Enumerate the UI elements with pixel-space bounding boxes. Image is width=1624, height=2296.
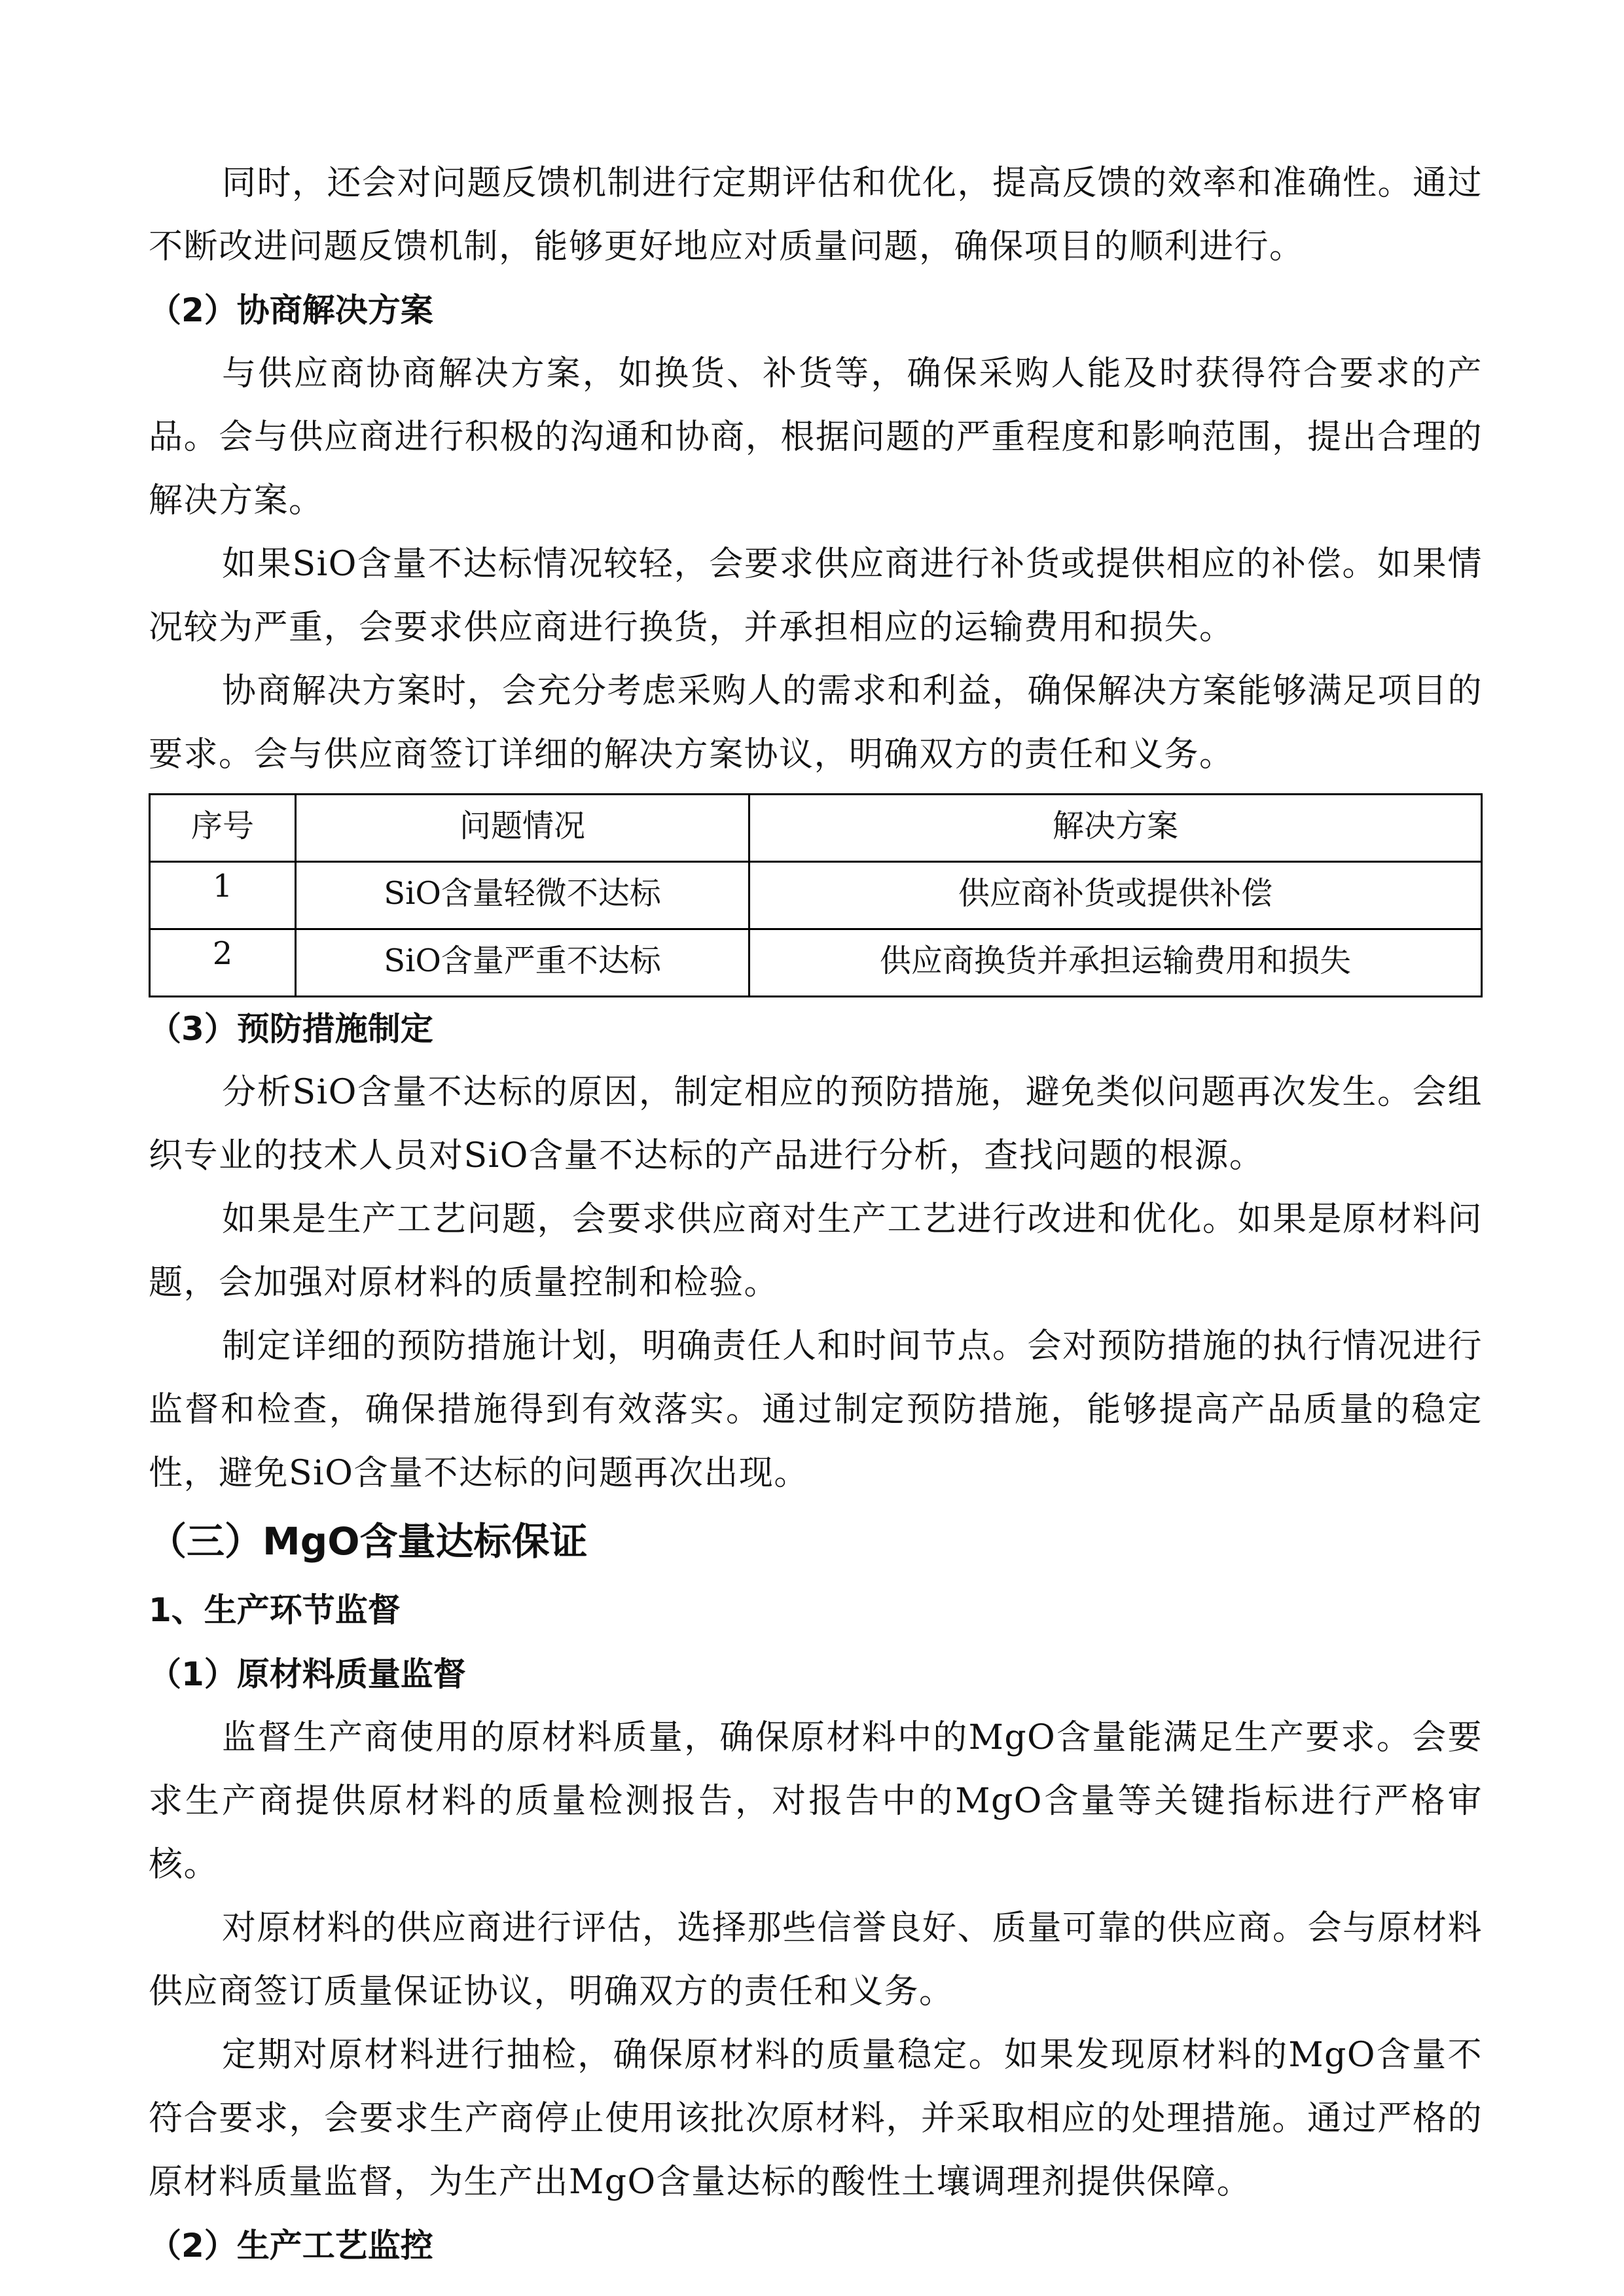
cell-issue: SiO含量严重不达标 bbox=[296, 929, 749, 997]
paragraph-process-or-material: 如果是生产工艺问题，会要求供应商对生产工艺进行改进和优化。如果是原材料问题，会加强对原材料的质量控制和检验。 bbox=[149, 1200, 1483, 1302]
header-solution: 解决方案 bbox=[749, 795, 1482, 862]
cell-solution: 供应商换货并承担运输费用和损失 bbox=[749, 929, 1482, 997]
paragraph-negotiate-agreement: 协商解决方案时，会充分考虑采购人的需求和利益，确保解决方案能够满足项目的要求。会与供应商签订详细的解决方案协议，明确双方的责任和义务。 bbox=[149, 672, 1483, 774]
cell-index: 1 bbox=[150, 862, 296, 929]
table-row bbox=[150, 862, 1482, 929]
paragraph-sampling-inspection: 定期对原材料进行抽检，确保原材料的质量稳定。如果发现原材料的MgO含量不符合要求，会要求生产商停止使用该批次原材料，并采取相应的处理措施。通过严格的原材料质量监督，为生产出MgO含量达标的酸性土壤调理剂提供保障。 bbox=[149, 2036, 1483, 2202]
table-header-row bbox=[150, 795, 1482, 862]
heading-production-supervision: 1、生产环节监督 bbox=[149, 1591, 401, 1629]
cell-issue: SiO含量轻微不达标 bbox=[296, 862, 749, 929]
paragraph-feedback-optimization: 同时，还会对问题反馈机制进行定期评估和优化，提高反馈的效率和准确性。通过不断改进问题反馈机制，能够更好地应对质量问题，确保项目的顺利进行。 bbox=[149, 164, 1483, 266]
header-index: 序号 bbox=[150, 795, 296, 862]
document-page bbox=[149, 152, 1483, 2278]
heading-mgo-guarantee: （三）MgO含量达标保证 bbox=[149, 1519, 588, 1564]
paragraph-supplier-evaluation: 对原材料的供应商进行评估，选择那些信誉良好、质量可靠的供应商。会与原材料供应商签订质量保证协议，明确双方的责任和义务。 bbox=[149, 1909, 1483, 2011]
heading-negotiate-solution: （2）协商解决方案 bbox=[149, 291, 433, 329]
paragraph-prevention-plan: 制定详细的预防措施计划，明确责任人和时间节点。会对预防措施的执行情况进行监督和检查，确保措施得到有效落实。通过制定预防措施，能够提高产品质量的稳定性，避免SiO含量不达标的问题再次出现。 bbox=[149, 1327, 1483, 1493]
solution-table bbox=[149, 793, 1483, 997]
paragraph-root-cause: 分析SiO含量不达标的原因，制定相应的预防措施，避免类似问题再次发生。会组织专业的技术人员对SiO含量不达标的产品进行分析，查找问题的根源。 bbox=[149, 1073, 1483, 1175]
header-issue: 问题情况 bbox=[296, 795, 749, 862]
paragraph-negotiate-supplier: 与供应商协商解决方案，如换货、补货等，确保采购人能及时获得符合要求的产品。会与供应商进行积极的沟通和协商，根据问题的严重程度和影响范围，提出合理的解决方案。 bbox=[149, 354, 1483, 520]
paragraph-sio-severity: 如果SiO含量不达标情况较轻，会要求供应商进行补货或提供相应的补偿。如果情况较为严重，会要求供应商进行换货，并承担相应的运输费用和损失。 bbox=[149, 545, 1483, 647]
paragraph-raw-material-quality: 监督生产商使用的原材料质量，确保原材料中的MgO含量能满足生产要求。会要求生产商提供原材料的质量检测报告，对报告中的MgO含量等关键指标进行严格审核。 bbox=[149, 1718, 1483, 1884]
heading-prevention-measures: （3）预防措施制定 bbox=[149, 1010, 433, 1048]
cell-index: 2 bbox=[150, 929, 296, 997]
heading-process-monitoring: （2）生产工艺监控 bbox=[149, 2227, 433, 2265]
table-row bbox=[150, 929, 1482, 997]
cell-solution: 供应商补货或提供补偿 bbox=[749, 862, 1482, 929]
heading-raw-material-supervision: （1）原材料质量监督 bbox=[149, 1655, 466, 1693]
